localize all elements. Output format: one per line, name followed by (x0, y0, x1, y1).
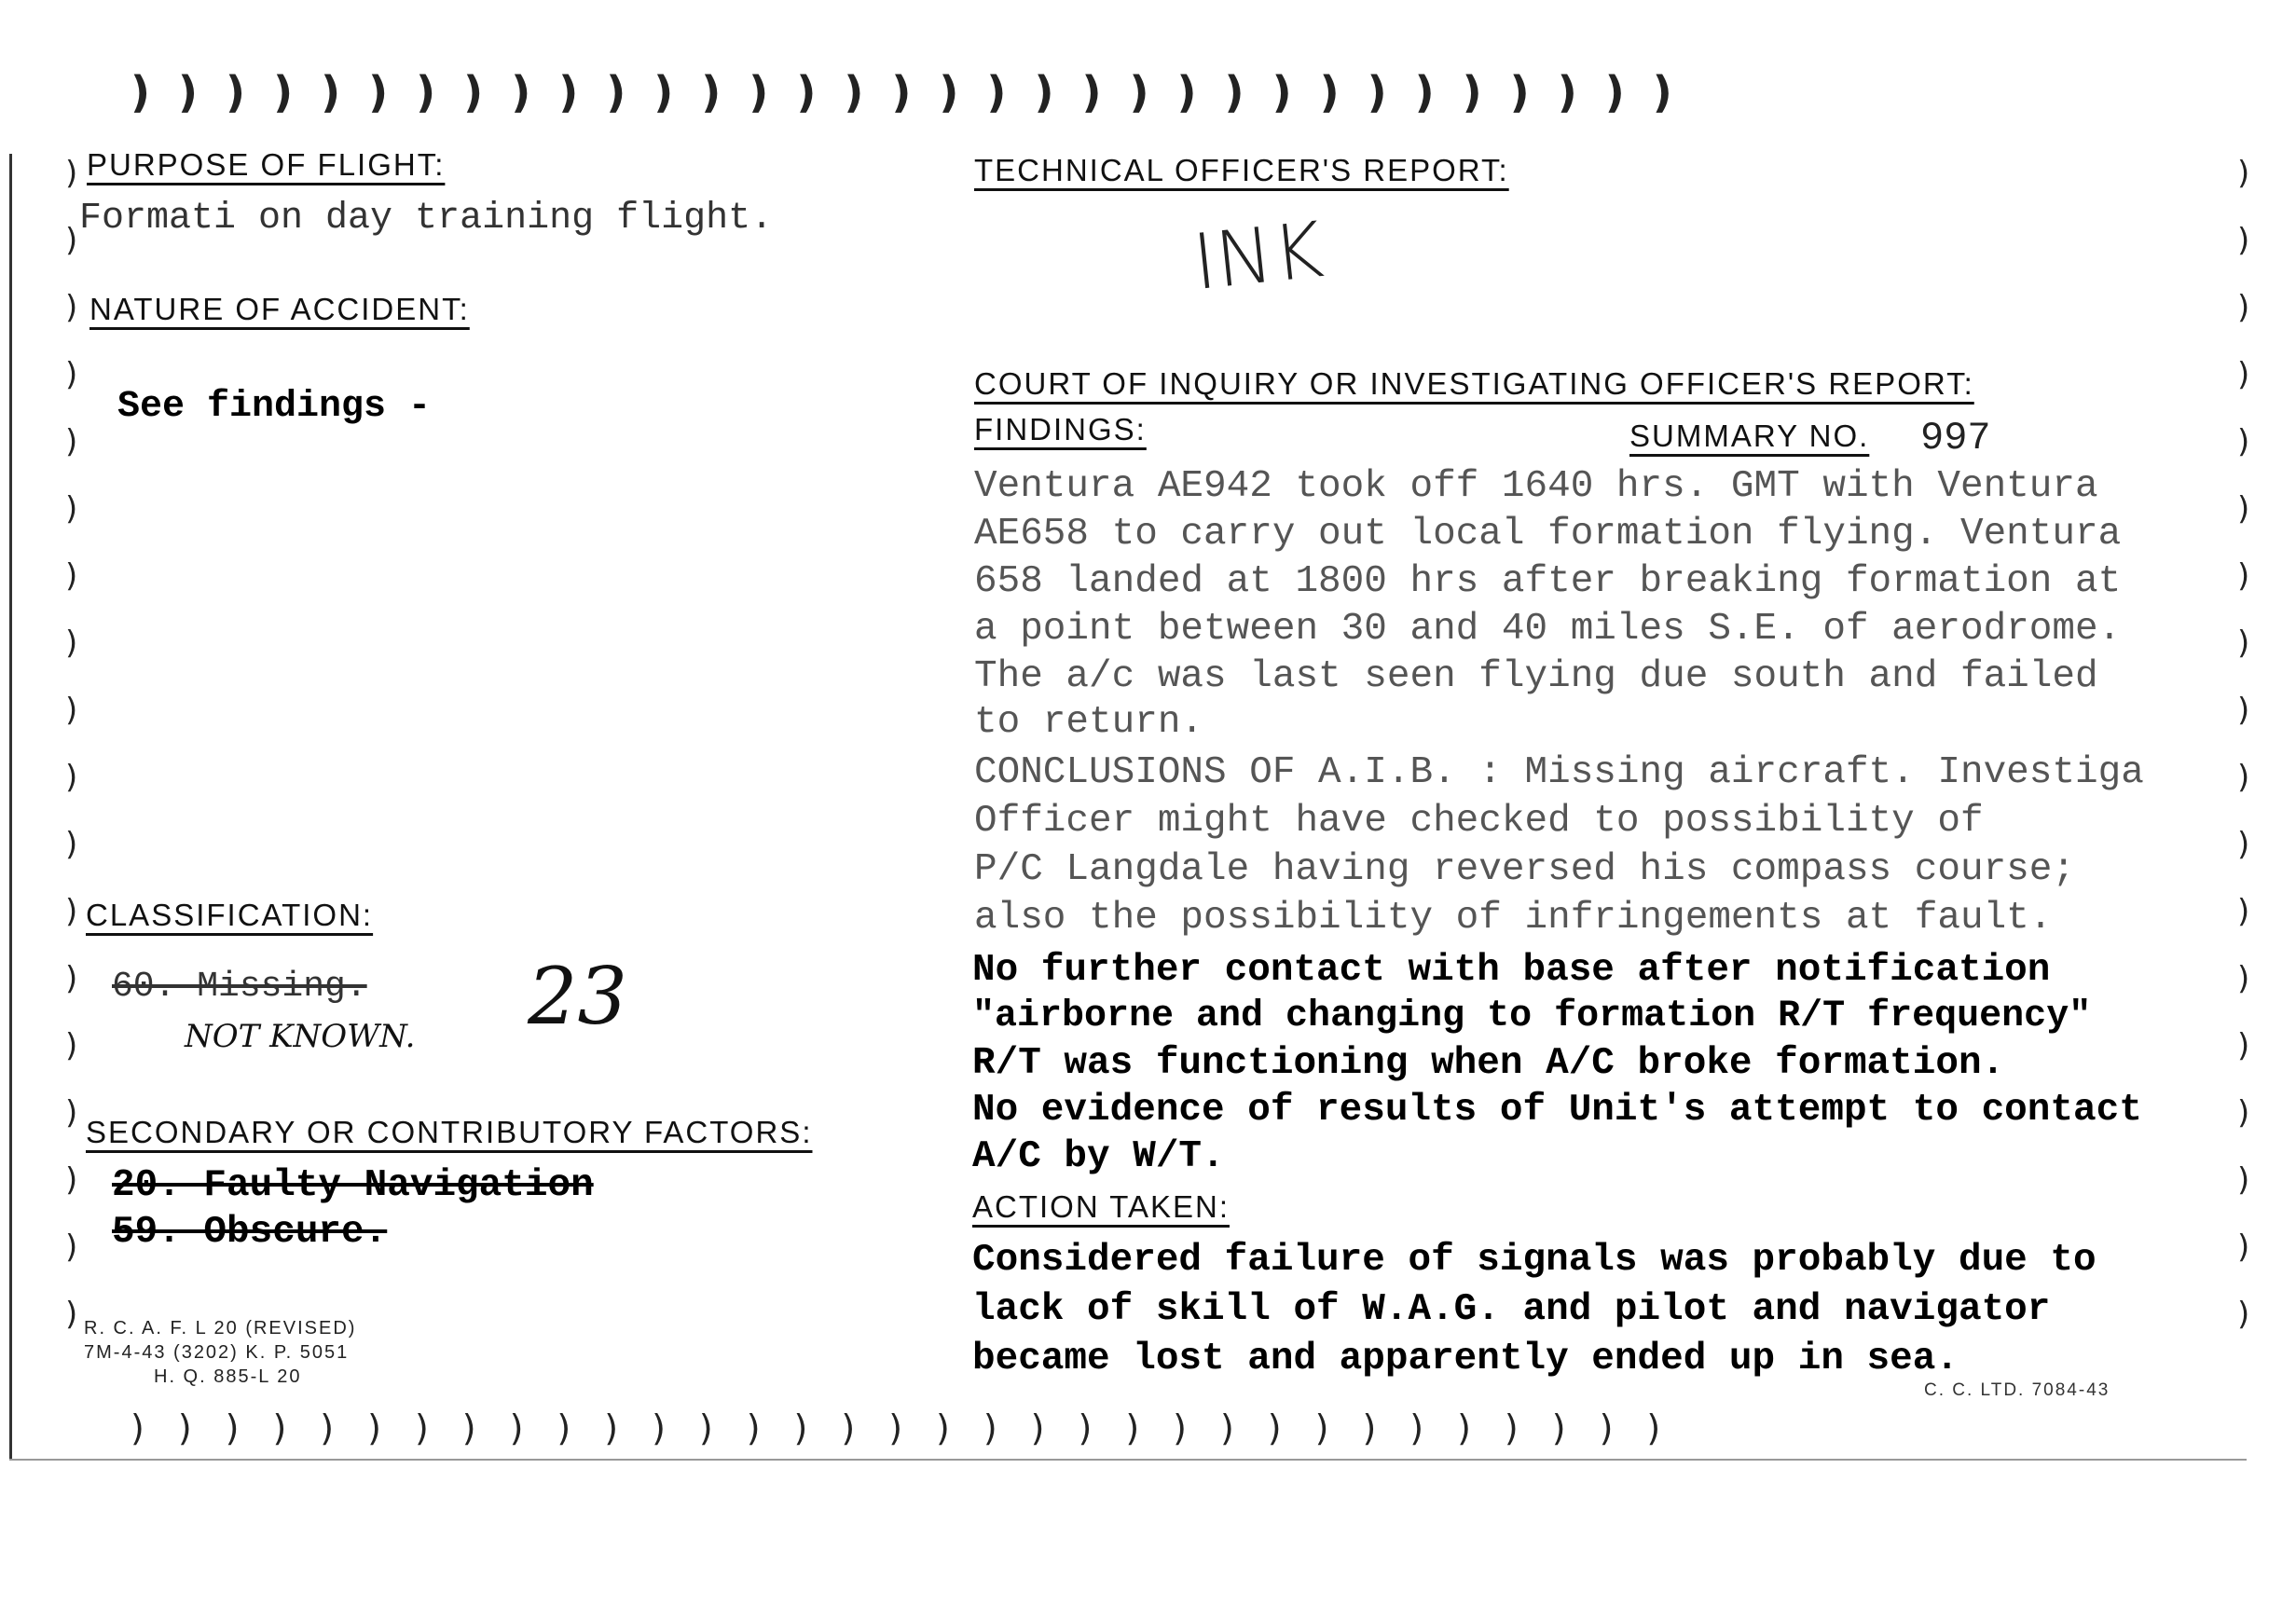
form-ref-line-3: H. Q. 885-L 20 (154, 1366, 302, 1387)
findings-line-3: 658 landed at 1800 hrs after breaking formation at (974, 560, 2122, 603)
findings-bold-line-3: R/T was functioning when A/C broke formation. (972, 1042, 2005, 1085)
findings-bold-line-5: A/C by W/T. (972, 1135, 1225, 1178)
findings-label: FINDINGS: (974, 412, 1147, 446)
form-ref-line-1: R. C. A. F. L 20 (REVISED) (84, 1318, 357, 1338)
findings-line-1: Ventura AE942 took off 1640 hrs. GMT with Ventura (974, 465, 2098, 508)
nature-text: See findings - (117, 386, 432, 428)
classification-handwritten: NOT KNOWN. (185, 1018, 416, 1055)
tech-officer-label: TECHNICAL OFFICER'S REPORT: (974, 153, 1509, 187)
action-line-2: lack of skill of W.A.G. and pilot and navigator (972, 1288, 2051, 1331)
findings-bold-line-4: No evidence of results of Unit's attempt to contact (972, 1089, 2142, 1132)
purpose-label: PURPOSE OF FLIGHT: (87, 147, 446, 182)
conclusions-line-3: P/C Langdale having reversed his compass course; (974, 848, 2075, 891)
printer-ref: C. C. LTD. 7084-43 (1924, 1380, 2110, 1400)
court-of-inquiry-label: COURT OF INQUIRY OR INVESTIGATING OFFICER'S REPORT: (974, 366, 1974, 401)
classification-number: 23 (528, 951, 627, 1042)
findings-line-2: AE658 to carry out local formation flying. Ventura (974, 513, 2122, 556)
findings-bold-line-1: No further contact with base after notification (972, 949, 2051, 992)
card-edge-left (9, 154, 15, 1459)
form-ref-line-2: 7M-4-43 (3202) K. P. 5051 (84, 1342, 350, 1363)
findings-line-5: The a/c was last seen flying due south and failed (974, 655, 2098, 698)
classification-label: CLASSIFICATION: (86, 898, 374, 932)
conclusions-line-1: CONCLUSIONS OF A.I.B. : Missing aircraft. Investiga (974, 751, 2144, 794)
action-taken-label: ACTION TAKEN: (972, 1189, 1230, 1224)
card-edge-bottom (9, 1459, 2247, 1461)
secondary-item-1: 20. Faulty Navigation (112, 1164, 594, 1207)
conclusions-line-2: Officer might have checked to possibility of (974, 800, 1984, 843)
punch-holes-bottom: ))))))))))))))))))))))))))))))))) (131, 1407, 1695, 1448)
conclusions-line-4: also the possibility of infringements at fault. (974, 897, 2053, 940)
classification-struck: 60. Missing. (112, 967, 367, 1007)
summary-number: 997 (1920, 416, 1991, 460)
summary-label: SUMMARY NO. (1629, 419, 1870, 453)
action-line-3: became lost and apparently ended up in sea. (972, 1338, 1959, 1380)
punch-holes-top: ))))))))))))))))))))))))))))))))) (131, 67, 1700, 117)
punch-holes-right: ) ) ) ) ) ) ) ) ) ) ) ) ) ) ) ) ) ) (2237, 155, 2250, 1333)
purpose-text: Formati on day training flight. (79, 198, 774, 240)
secondary-label: SECONDARY OR CONTRIBUTORY FACTORS: (86, 1115, 813, 1149)
action-line-1: Considered failure of signals was probably due to (972, 1239, 2097, 1282)
findings-line-6: to return. (974, 701, 1204, 744)
punch-holes-left: ) ) ) ) ) ) ) ) ) ) ) ) ) ) ) ) ) ) (65, 155, 78, 1333)
secondary-item-2: 59. Obscure. (112, 1211, 388, 1254)
findings-bold-line-2: "airborne and changing to formation R/T frequency" (972, 995, 2092, 1037)
findings-line-4: a point between 30 and 40 miles S.E. of aerodrome. (974, 608, 2122, 651)
nature-label: NATURE OF ACCIDENT: (89, 292, 470, 326)
tech-officer-handwritten: INK (1189, 205, 1327, 309)
